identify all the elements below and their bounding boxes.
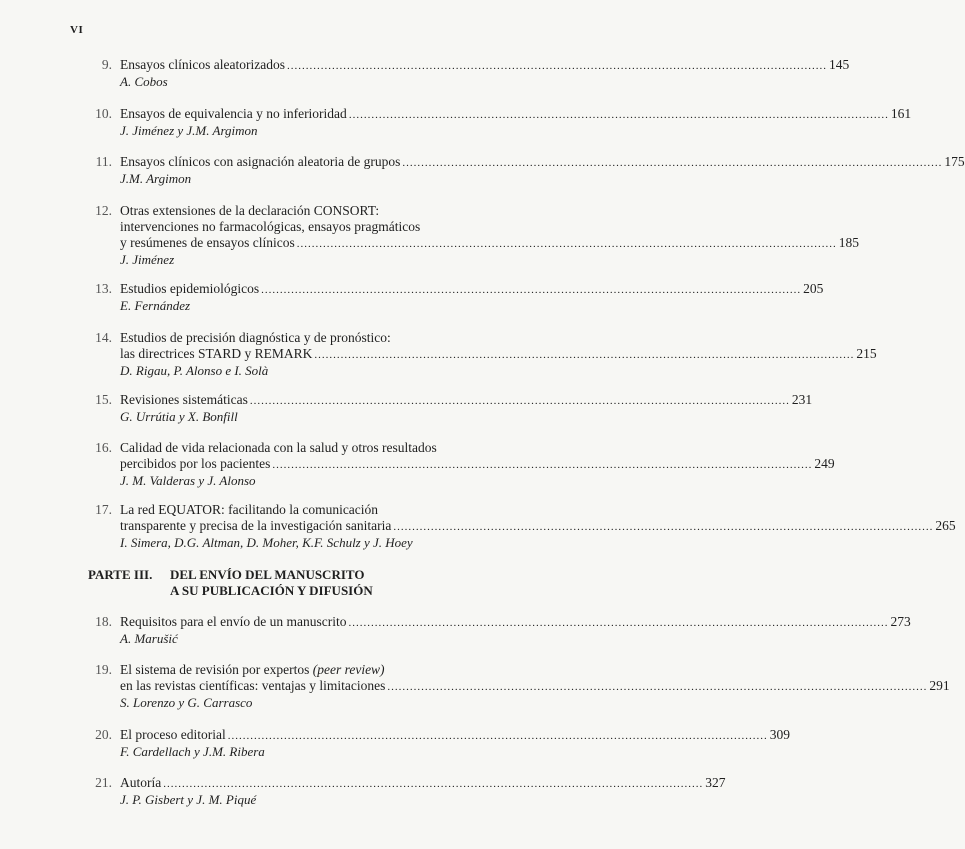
entry-page: 145 [828,57,850,72]
entry-number: 19. [95,662,112,677]
entry-number: 16. [95,440,112,455]
entry-number: 14. [95,330,112,345]
part-title-line-1: DEL ENVÍO DEL MANUSCRITO [170,567,365,582]
entry-title-line: Calidad de vida relacionada con la salud y otros resultados [120,440,437,455]
entry-page: 265 [935,518,956,533]
entry-title-italic: (peer review) [312,662,385,677]
entry-page: 185 [838,235,859,250]
entry-number: 17. [95,502,112,517]
entry-authors: A. Marušić [120,631,178,646]
entry-authors: F. Cardellach y J.M. Ribera [120,744,265,759]
entry-authors: S. Lorenzo y G. Carrasco [120,695,253,710]
entry-authors: J. Jiménez y J.M. Argimon [120,123,258,138]
entry-authors: J. M. Valderas y J. Alonso [120,473,256,488]
entry-title-line: Estudios de precisión diagnóstica y de pronóstico: [120,330,391,345]
entry-number: 21. [95,775,112,790]
entry-authors: J.M. Argimon [120,171,192,186]
part-label: PARTE III. [88,567,153,582]
entry-number: 9. [101,57,112,72]
entry-page: 161 [890,106,912,121]
entry-title-line: El sistema de revisión por expertos [120,662,313,677]
entry-authors: G. Urrútia y X. Bonfill [120,409,238,424]
entry-title-line: La red EQUATOR: facilitando la comunicación [120,502,379,517]
entry-title: El proceso editorial [120,727,226,742]
entry-title: Autoría [120,775,162,790]
entry-page: 273 [890,614,911,629]
entry-number: 10. [95,106,112,121]
entry-title: las directrices STARD y REMARK [120,346,313,361]
entry-number: 20. [95,727,112,742]
entry-page: 249 [814,456,835,471]
entry-page: 231 [791,392,813,407]
entry-title: Requisitos para el envío de un manuscrito [120,614,347,629]
entry-title: y resúmenes de ensayos clínicos [120,235,295,250]
entry-page: 327 [705,775,726,790]
entry-authors: E. Fernández [120,298,191,313]
entry-title: percibidos por los pacientes [120,456,271,471]
entry-number: 12. [95,203,112,218]
entry-title: transparente y precisa de la investigación sanitaria [120,518,392,533]
entry-authors: J. Jiménez [120,252,175,267]
entry-page: 175 [944,154,965,169]
entry-title: en las revistas científicas: ventajas y limitaciones [120,678,386,693]
entry-title: Ensayos de equivalencia y no inferioridad [120,106,347,121]
entry-title: Ensayos clínicos con asignación aleatoria de grupos [120,154,401,169]
entry-title-line: intervenciones no farmacológicas, ensayos pragmáticos [120,219,421,234]
entry-authors: I. Simera, D.G. Altman, D. Moher, K.F. Schulz y J. Hoey [120,535,413,550]
entry-title: Revisiones sistemáticas [120,392,248,407]
entry-number: 11. [95,154,112,169]
entry-page: 309 [769,727,790,742]
entry-title: Ensayos clínicos aleatorizados [120,57,285,72]
entry-page: 291 [929,678,950,693]
part-title-line-2: A SU PUBLICACIÓN Y DIFUSIÓN [170,583,373,598]
entry-number: 13. [95,281,112,296]
entry-authors: J. P. Gisbert y J. M. Piqué [120,792,257,807]
entry-title: Estudios epidemiológicos [120,281,260,296]
entry-number: 18. [95,614,112,629]
entry-number: 15. [95,392,112,407]
entry-page: 205 [803,281,824,296]
entry-authors: A. Cobos [120,74,168,89]
entry-authors: D. Rigau, P. Alonso e I. Solà [120,363,269,378]
entry-title-line: Otras extensiones de la declaración CONSORT: [120,203,380,218]
page-number: VI [70,24,84,36]
part-heading [88,567,373,599]
entry-page: 215 [856,346,877,361]
